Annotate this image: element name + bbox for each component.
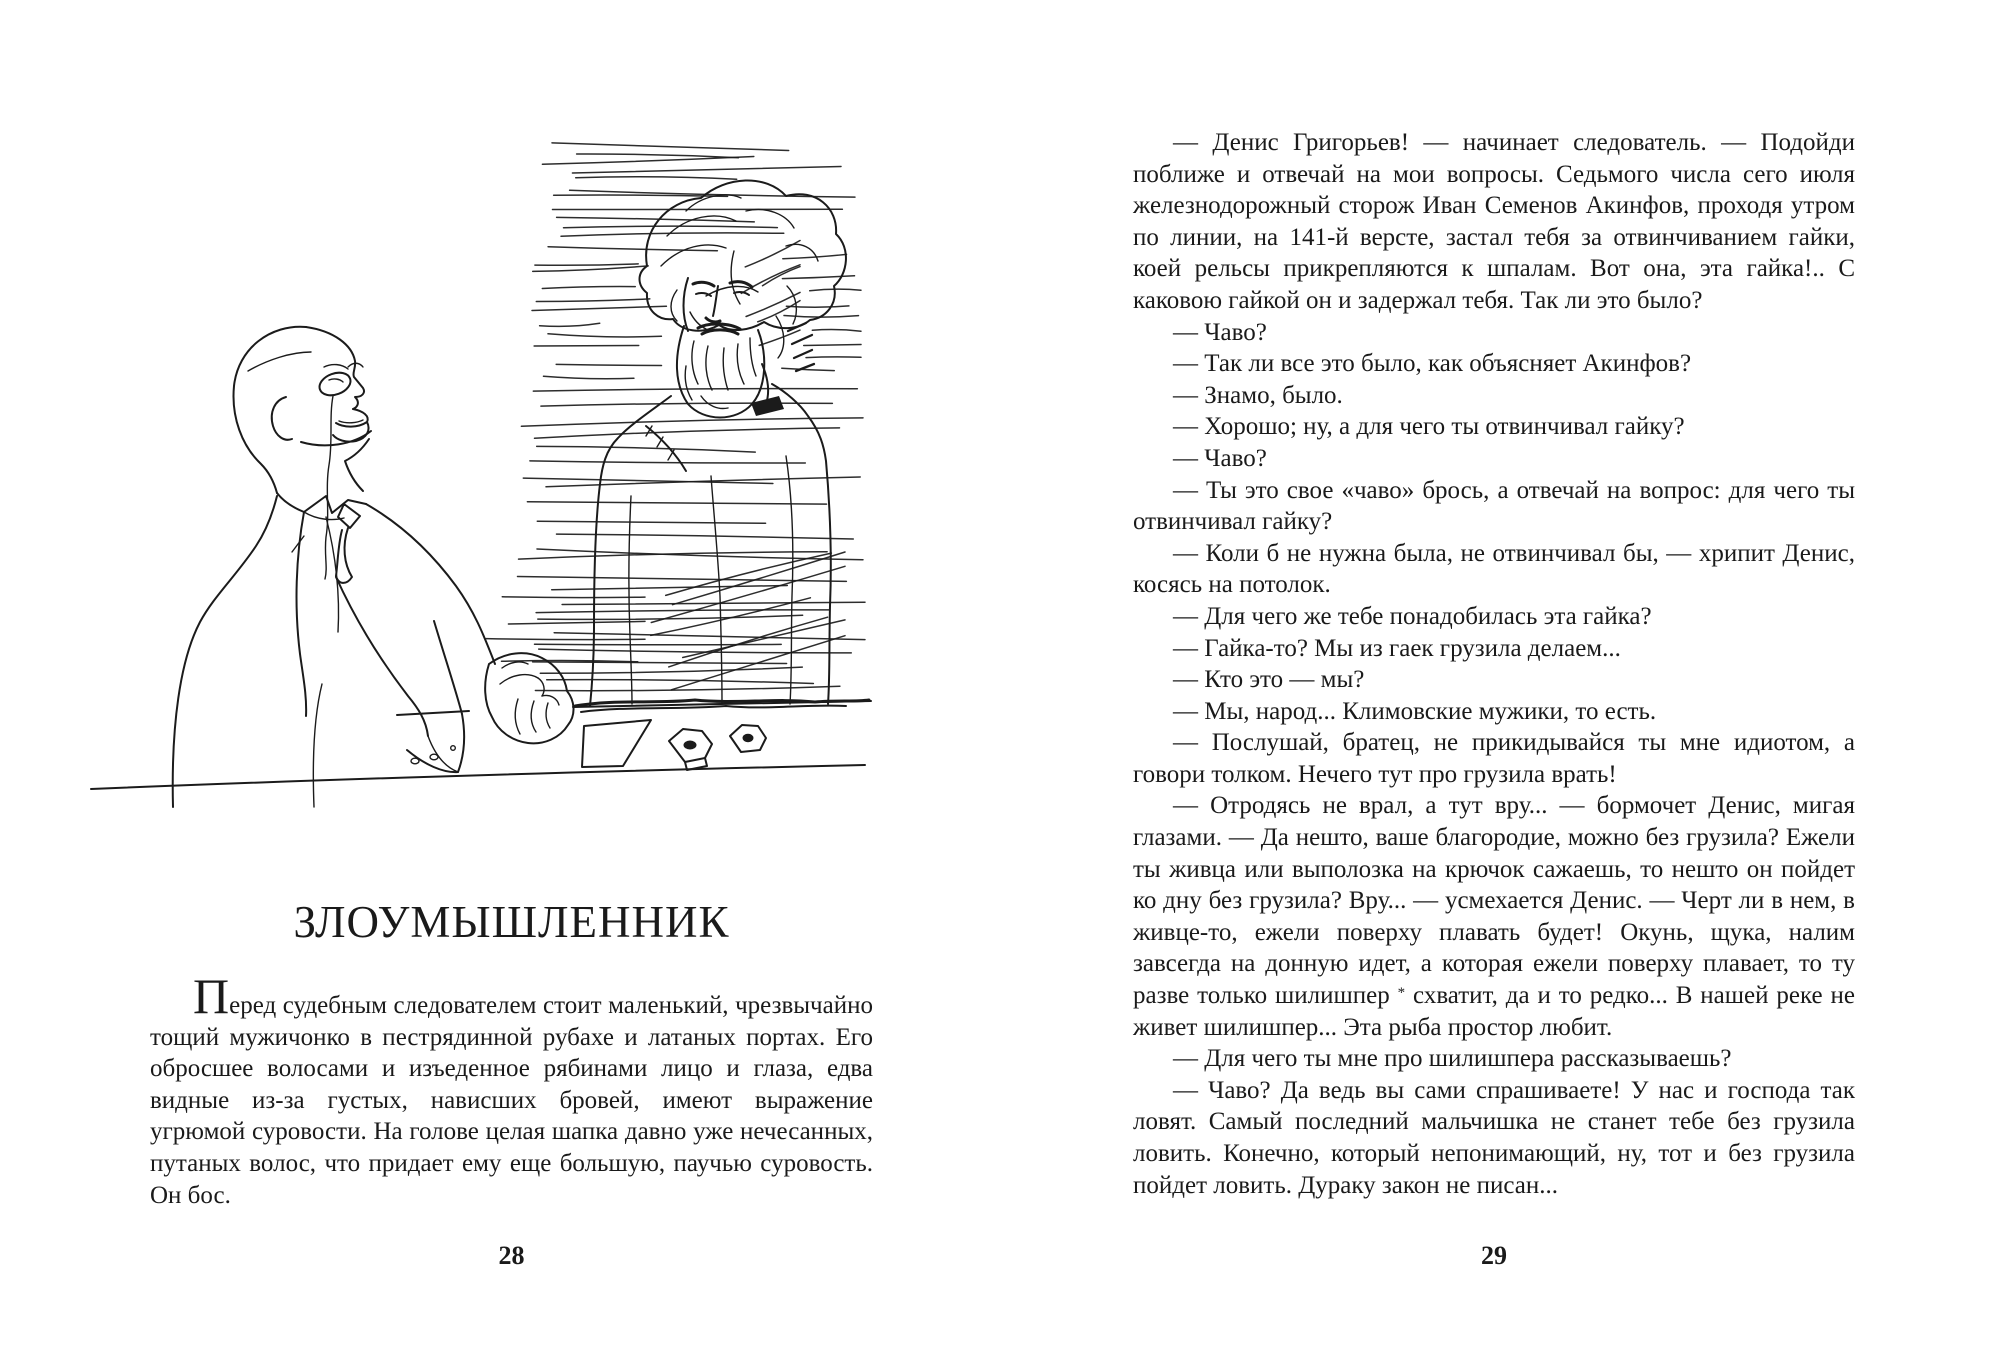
page-right: [1133, 0, 1855, 1358]
peasant-figure: [575, 180, 869, 712]
paragraph: — Денис Григорьев! — начинает следователь. — Подойди поближе и отвечай на мои вопросы. Седьмого числа сего июля железнодорожный сторож Иван Семенов Акинфов, проходя утром по линии, на 141-й версте, застал тебя за отвинчиванием гайки, коей рельсы прикрепляются к шпалам. Вот она, эта гайка!.. С каковою гайкой он и задержал тебя. Так ли это было?: [1133, 129, 1855, 314]
paragraph: — Отродясь не врал, а тут вру... — бормочет Денис, мигая глазами. — Да нешто, ваше благородие, можно без грузила? Ежели ты живца или выполозка на крючок сажаешь, то нешто он пойдет ко дну без грузила? Вру... — усмехается Денис. — Черт ли в нем, в живце-то, ежели поверху плавать будет! Окунь, щука, налим завсегда на донную идет, а которая ежели поверху плавает, то ту разве только шилишпер * схватит, да и то редко... В нашей реке не живет шилишпер... Эта рыба простор любит.: [1133, 792, 1855, 1041]
page-left: [150, 0, 873, 1358]
paragraph: — Чаво?: [1173, 444, 1267, 472]
paragraph: — Так ли все это было, как объясняет Акинфов?: [1173, 350, 1692, 378]
page-number-right: 29: [1481, 1241, 1507, 1270]
paragraph: — Хорошо; ну, а для чего ты отвинчивал гайку?: [1173, 413, 1685, 441]
investigator-figure: [173, 327, 495, 807]
investigator-fist: [485, 653, 573, 743]
paragraph: — Кто это — мы?: [1173, 666, 1365, 694]
illustration-interrogation-sketch: [85, 115, 875, 815]
raised-initial-letter: П: [193, 968, 230, 1024]
paragraph: — Ты это свое «чаво» брось, а отвечай на вопрос: для чего ты отвинчивал гайку?: [1133, 476, 1855, 536]
dialogue-text: [1133, 127, 1855, 1201]
paragraph: — Послушай, братец, не прикидывайся ты мне идиотом, а говори толком. Нечего тут про грузила врать!: [1133, 729, 1855, 788]
paragraph: — Коли б не нужна была, не отвинчивал бы, — хрипит Денис, косясь на потолок.: [1133, 539, 1855, 599]
story-title: ЗЛОУМЫШЛЕННИК: [293, 897, 730, 947]
paper-sheet: [582, 720, 651, 767]
footnote-asterisk: *: [1397, 985, 1406, 1002]
paragraph: — Для чего же тебе понадобилась эта гайка?: [1173, 602, 1652, 630]
railway-nut-right: [730, 725, 766, 752]
paragraph: — Знамо, было.: [1173, 381, 1343, 409]
opening-paragraph: [150, 968, 873, 1211]
opening-paragraph-text: еред судебным следователем стоит маленький, чрезвычайно тощий мужичонко в пестрядинной рубахе и латаных портах. Его обросшее волосами и изъеденное рябинами лицо и глаза, едва видные из-за густых, нависших бровей, имеют выражение угрюмой суровости. На голове целая шапка давно уже нечесанных, путаных волос, что придает ему еще большую, паучью суровость. Он бос.: [150, 992, 873, 1209]
railway-nut-left: [669, 729, 712, 770]
paragraph: — Гайка-то? Мы из гаек грузила делаем...: [1173, 634, 1621, 662]
paragraph: — Для чего ты мне про шилишпера рассказываешь?: [1173, 1045, 1732, 1073]
paragraph: — Мы, народ... Климовские мужики, то есть.: [1173, 697, 1657, 725]
paragraph: — Чаво? Да ведь вы сами спрашиваете! У нас и господа так ловят. Самый последний мальчишка не станет тебе без грузила ловить. Конечно, который непонимающий, ну, тот и без грузила пойдет ловить. Дураку закон не писан...: [1133, 1076, 1855, 1199]
paragraph: — Чаво?: [1173, 318, 1267, 346]
page-number-left: 28: [498, 1241, 525, 1270]
